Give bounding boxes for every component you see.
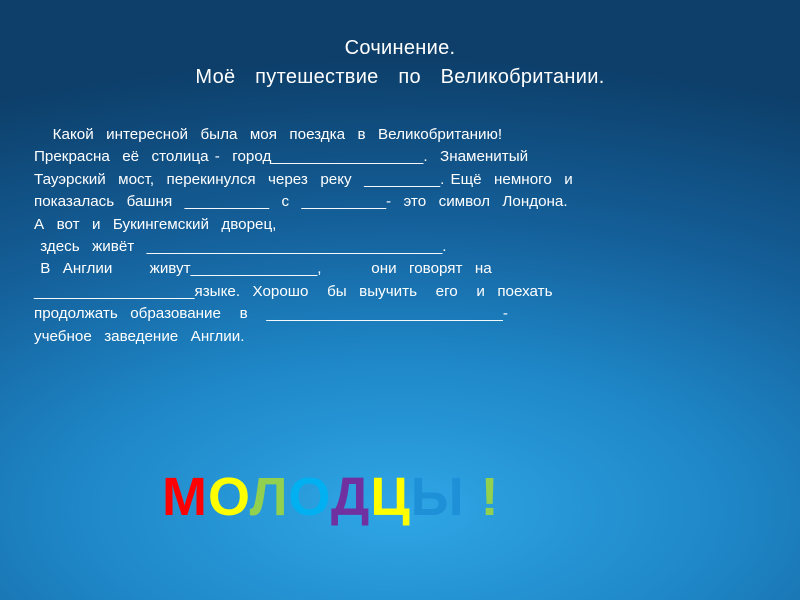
essay-line: Прекрасна её столица - город__________________. Знаменитый: [34, 148, 529, 166]
essay-text: [34, 124, 714, 348]
bravo-letter: !: [480, 467, 500, 527]
bravo-letter: Ы: [410, 467, 465, 527]
essay-line: ___________________языке. Хорошо бы выучить его и поехать: [34, 282, 553, 300]
title-line-1: Сочинение.: [344, 37, 456, 59]
essay-line: здесь живёт ___________________________________.: [34, 237, 447, 255]
essay-line: А вот и Букингемский дворец,: [34, 215, 277, 233]
bravo-letter: М: [162, 467, 208, 527]
bravo-letter: Л: [249, 467, 289, 527]
bravo-letter: Д: [330, 467, 371, 527]
essay-line: продолжать образование в ____________________________-: [34, 305, 508, 323]
essay-line: Тауэрский мост, перекинулся через реку _________. Ещё немного и: [34, 170, 573, 188]
bravo-letter: О: [288, 467, 331, 527]
bravo-letter: О: [207, 467, 250, 527]
bravo-word: [162, 466, 500, 528]
slide-title: [0, 34, 800, 92]
bravo-letter: [465, 467, 481, 527]
essay-line: Какой интересной была моя поездка в Великобританию!: [34, 126, 503, 143]
essay-line: учебное заведение Англии.: [34, 327, 245, 345]
essay-line: показалась башня __________ с __________- это символ Лондона.: [34, 193, 568, 211]
essay-line: В Англии живут_______________, они говорят на: [34, 260, 492, 278]
bravo-letter: Ц: [370, 467, 411, 527]
title-line-2: Моё путешествие по Великобритании.: [195, 66, 605, 88]
